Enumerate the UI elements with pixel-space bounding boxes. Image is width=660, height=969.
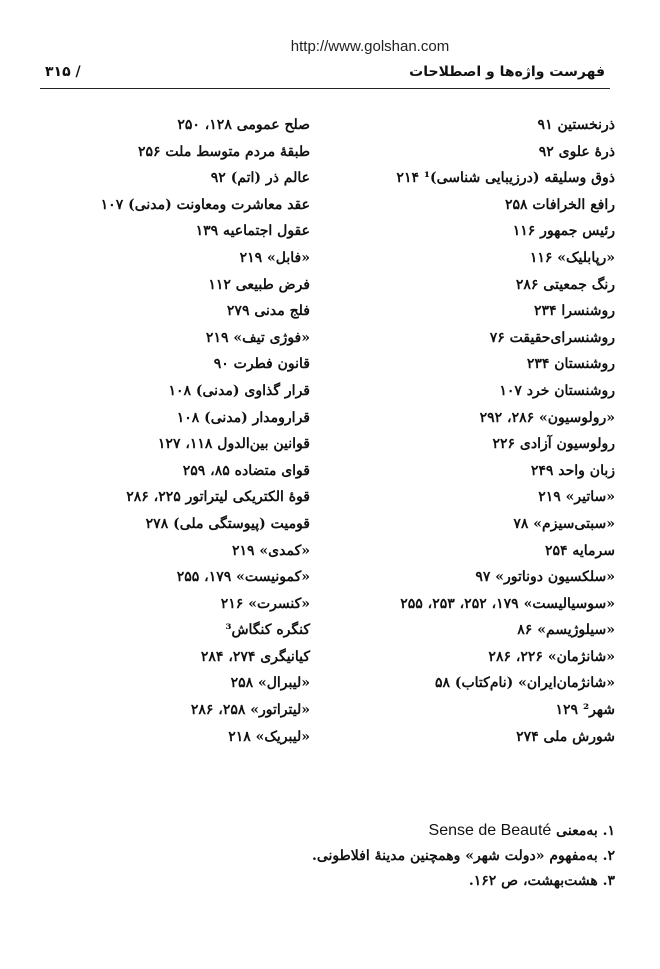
index-entry: «فابل» ۲۱۹ [239, 249, 310, 266]
index-entry: طبقهٔ مردم متوسط ملت ۲۵۶ [138, 143, 310, 160]
page-number-group [45, 64, 81, 80]
index-entry: «فوژی تیف» ۲۱۹ [205, 329, 310, 346]
index-entry: قومیت (پیوستگی ملی) ۲۷۸ [145, 515, 310, 532]
index-entry: قرارومدار (مدنی) ۱۰۸ [176, 409, 310, 426]
index-entry: «سلکسیون دوناتور» ۹۷ [475, 569, 615, 586]
footnote-2: ۲. به‌مفهوم «دولت شهر» وهمچنین مدینهٔ افلاطونی. [311, 848, 615, 864]
index-entry: کنگره کنگاش³ [225, 622, 310, 639]
index-entry: «لیتراتور» ۲۵۸، ۲۸۶ [190, 702, 310, 719]
index-entry: قرار گذاوی (مدنی) ۱۰۸ [168, 382, 310, 399]
index-entry: رئیس جمهور ۱۱۶ [512, 223, 615, 240]
index-entry: «سبتی‌سیزم» ۷۸ [513, 515, 615, 532]
page-number: ۳۱۵ [45, 64, 71, 80]
index-entry: عالم ذر (اتم) ۹۲ [210, 170, 310, 187]
index-entry: عقول اجتماعیه ۱۳۹ [195, 223, 310, 240]
index-entry: سرمایه ۲۵۴ [544, 542, 615, 559]
index-entry: «کمدی» ۲۱۹ [231, 542, 310, 559]
index-entry: روشنسرا ۲۳۴ [533, 303, 615, 320]
index-entry: روشنسرای‌حقیقت ۷۶ [489, 329, 615, 346]
footnote-3: ۳. هشت‌بهشت، ص ۱۶۲. [468, 873, 615, 889]
index-entry: رولوسیون آزادی ۲۲۶ [492, 436, 615, 453]
footnote-1-text: ۱. به‌معنی [556, 823, 615, 839]
index-entry: قوای متضاده ۸۵، ۲۵۹ [182, 462, 310, 479]
index-entry: شورش ملی ۲۷۴ [516, 728, 615, 745]
index-entry: شهر² ۱۲۹ [555, 702, 615, 719]
index-entry: «سیلوژیسم» ۸۶ [517, 622, 615, 639]
index-entry: «لیبرال» ۲۵۸ [230, 675, 310, 692]
index-entry: صلح عمومی ۱۲۸، ۲۵۰ [177, 117, 310, 133]
footnote-1-latin: Sense de Beauté [428, 822, 552, 839]
index-entry: روشنستان خرد ۱۰۷ [499, 382, 615, 399]
footnote-1 [55, 818, 615, 844]
index-entry: «ساتیر» ۲۱۹ [538, 489, 615, 506]
index-entry: فرض طبیعی ۱۱۲ [208, 276, 310, 293]
index-entry: روشنستان ۲۳۴ [526, 356, 615, 373]
index-entry: قوهٔ الکتریکی لیتراتور ۲۲۵، ۲۸۶ [126, 489, 310, 506]
running-head-separator: / [75, 64, 81, 80]
source-url: http://www.golshan.com [290, 38, 450, 55]
running-head [45, 60, 605, 84]
index-entry: «سوسیالیست» ۱۷۹، ۲۵۲، ۲۵۳، ۲۵۵ [400, 595, 615, 612]
index-entry: ذرهٔ علوی ۹۲ [538, 143, 615, 160]
index-entry: «شانژمان» ۲۲۶، ۲۸۶ [488, 648, 615, 665]
index-column-right [315, 112, 615, 750]
index-entry: «شانژمان‌ایران» (نام‌کتاب) ۵۸ [434, 675, 615, 692]
footnotes [55, 818, 615, 894]
index-entry: عقد معاشرت ومعاونت (مدنی) ۱۰۷ [100, 196, 310, 213]
index-entry: «رولوسیون» ۲۸۶، ۲۹۲ [479, 409, 615, 426]
index-entry: رنگ جمعیتی ۲۸۶ [515, 276, 615, 293]
running-head-title: فهرست واژه‌ها و اصطلاحات [409, 64, 605, 80]
index-entry: رافع الخرافات ۲۵۸ [504, 196, 615, 213]
index-column-left [50, 112, 310, 750]
index-entry: قانون فطرت ۹۰ [213, 356, 310, 373]
index-entry: فلج مدنی ۲۷۹ [226, 303, 310, 320]
index-entry: «کنسرت» ۲۱۶ [220, 595, 310, 612]
index-entry: قوانین بین‌الدول ۱۱۸، ۱۲۷ [157, 436, 310, 453]
index-entry: «رپابلیک» ۱۱۶ [529, 249, 615, 266]
header-rule [40, 88, 610, 89]
index-entry: «لیبریک» ۲۱۸ [228, 728, 310, 745]
index-entry: ذوق وسلیقه (درزیبایی شناسی)¹ ۲۱۴ [396, 170, 615, 187]
index-entry: کیانیگری ۲۷۴، ۲۸۴ [200, 648, 310, 665]
index-entry: «کمونیست» ۱۷۹، ۲۵۵ [176, 569, 310, 586]
index-entry: زبان واحد ۲۴۹ [530, 462, 615, 479]
index-entry: ذرنخستین ۹۱ [537, 117, 615, 133]
